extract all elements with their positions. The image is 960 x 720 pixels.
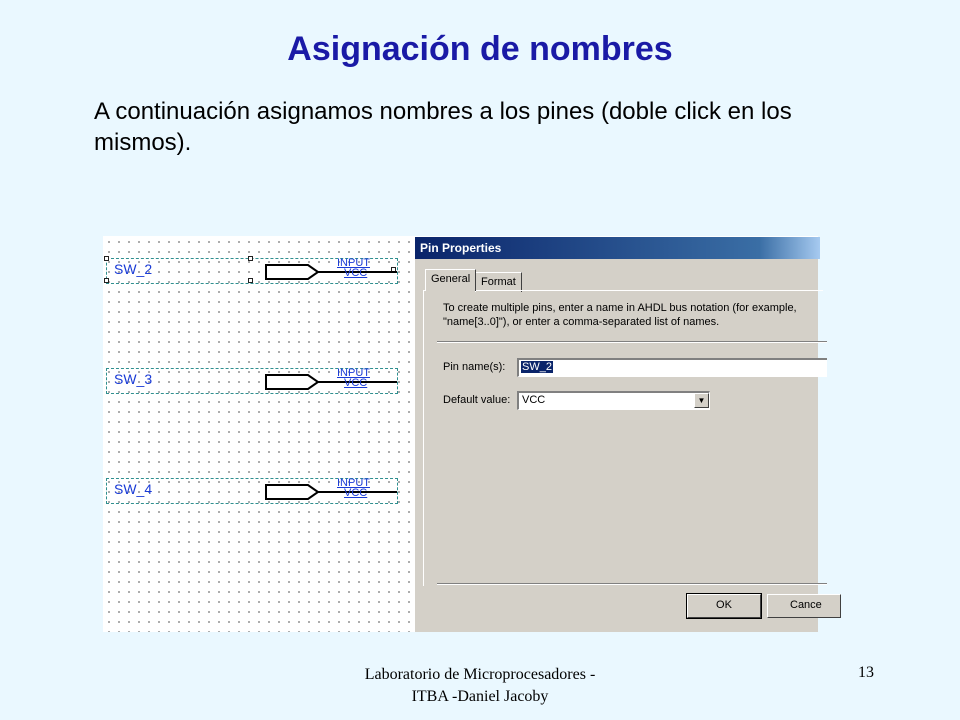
input-pin-icon (264, 262, 399, 282)
footer-line-2: ITBA -Daniel Jacoby (411, 688, 549, 705)
divider (437, 583, 827, 585)
page-number: 13 (858, 664, 874, 681)
schematic-canvas[interactable] (103, 236, 413, 632)
chevron-down-icon[interactable]: ▼ (694, 393, 709, 408)
schematic-pin-sw2[interactable] (106, 258, 398, 284)
footer-credit (300, 664, 660, 708)
tab-general[interactable]: General (425, 269, 476, 291)
schematic-pin-sw3[interactable] (106, 368, 398, 394)
tab-format[interactable]: Format (475, 272, 522, 292)
schematic-pin-sw4[interactable] (106, 478, 398, 504)
slide-title: Asignación de nombres (287, 30, 673, 68)
ok-button[interactable]: OK (687, 594, 761, 618)
selection-handle[interactable] (248, 278, 253, 283)
input-pin-icon (264, 372, 399, 392)
pin-name-label: SW_4 (114, 481, 153, 497)
help-text: To create multiple pins, enter a name in AHDL bus notation (for example, "name[3..0]"), or enter a comma-separated list of names. (443, 302, 797, 328)
dialog-title: Pin Properties (420, 241, 502, 255)
divider (437, 341, 827, 343)
default-value-select[interactable] (517, 391, 710, 410)
slide-body-text: A continuación asignamos nombres a los pines (doble click en los mismos). (94, 98, 792, 156)
dialog-titlebar[interactable] (415, 237, 820, 259)
pin-default-label: VCC (344, 487, 368, 499)
pin-name-label: SW_3 (114, 371, 153, 387)
footer-line-1: Laboratorio de Microprocesadores - (364, 666, 596, 683)
default-value-selected: VCC (522, 394, 546, 406)
selection-handle[interactable] (104, 256, 109, 261)
pin-name-value: SW_2 (522, 361, 552, 373)
pin-name-label: SW_2 (114, 261, 153, 277)
pin-type-label: INPUT (337, 257, 370, 269)
tab-panel-general (423, 290, 823, 586)
pin-default-label: VCC (344, 267, 368, 279)
pin-name-label: Pin name(s): (443, 361, 506, 373)
selection-handle[interactable] (248, 256, 253, 261)
pin-type-label: INPUT (337, 367, 370, 379)
pin-type-label: INPUT (337, 477, 370, 489)
pin-name-input[interactable] (517, 358, 827, 377)
input-pin-icon (264, 482, 399, 502)
default-value-label: Default value: (443, 394, 511, 406)
cancel-button[interactable]: Cance (767, 594, 841, 618)
pin-default-label: VCC (344, 377, 368, 389)
pin-properties-dialog (413, 236, 822, 632)
selection-handle[interactable] (104, 278, 109, 283)
